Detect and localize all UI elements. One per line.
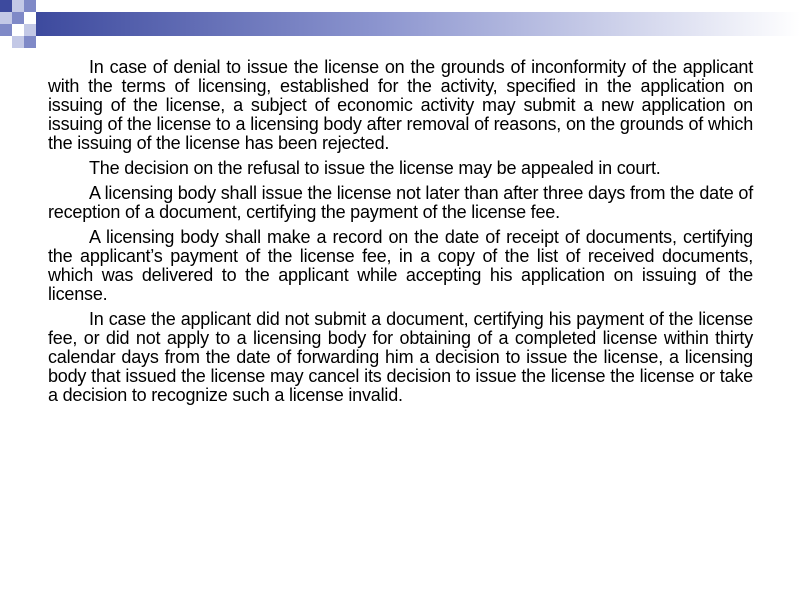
paragraph-denial-reapply: In case of denial to issue the license on the grounds of inconformity of the applicant with the terms of licensing, established for the activity, specified in the application on issuing of the license, a subject of economic activity may submit a new application on issuing of the license to a licensing body after removal of reasons, on the grounds of which the issuing of the license has been rejected. (48, 57, 753, 153)
corner-square-decoration (12, 12, 24, 24)
corner-square-decoration (12, 36, 24, 48)
corner-square-decoration (24, 24, 36, 36)
corner-square-decoration (0, 24, 12, 36)
paragraph-issue-deadline: A licensing body shall issue the license not later than after three days from the date of reception of a document, certifying the payment of the license fee. (48, 183, 753, 222)
paragraph-record-receipt: A licensing body shall make a record on the date of receipt of documents, certifying the applicant’s payment of the license fee, in a copy of the list of received documents, which was delivered to the applicant while accepting his application on issuing of the license. (48, 227, 753, 304)
paragraph-appeal-in-court: The decision on the refusal to issue the license may be appealed in court. (89, 158, 661, 178)
corner-square-decoration (24, 0, 36, 12)
corner-square-decoration (24, 36, 36, 48)
corner-square-decoration (0, 0, 12, 12)
corner-square-decoration (0, 12, 12, 24)
corner-square-decoration (12, 0, 24, 12)
title-gradient-bar (36, 12, 800, 36)
paragraph-cancel-decision: In case the applicant did not submit a document, certifying his payment of the license fee, or did not apply to a licensing body for obtaining of a completed license within thirty calendar days from the date of forwarding him a decision to issue the license, a licensing body that issued the license may cancel its decision to issue the license the license or take a decision to recognize such a license invalid. (48, 309, 753, 405)
slide-body-text (48, 58, 753, 411)
